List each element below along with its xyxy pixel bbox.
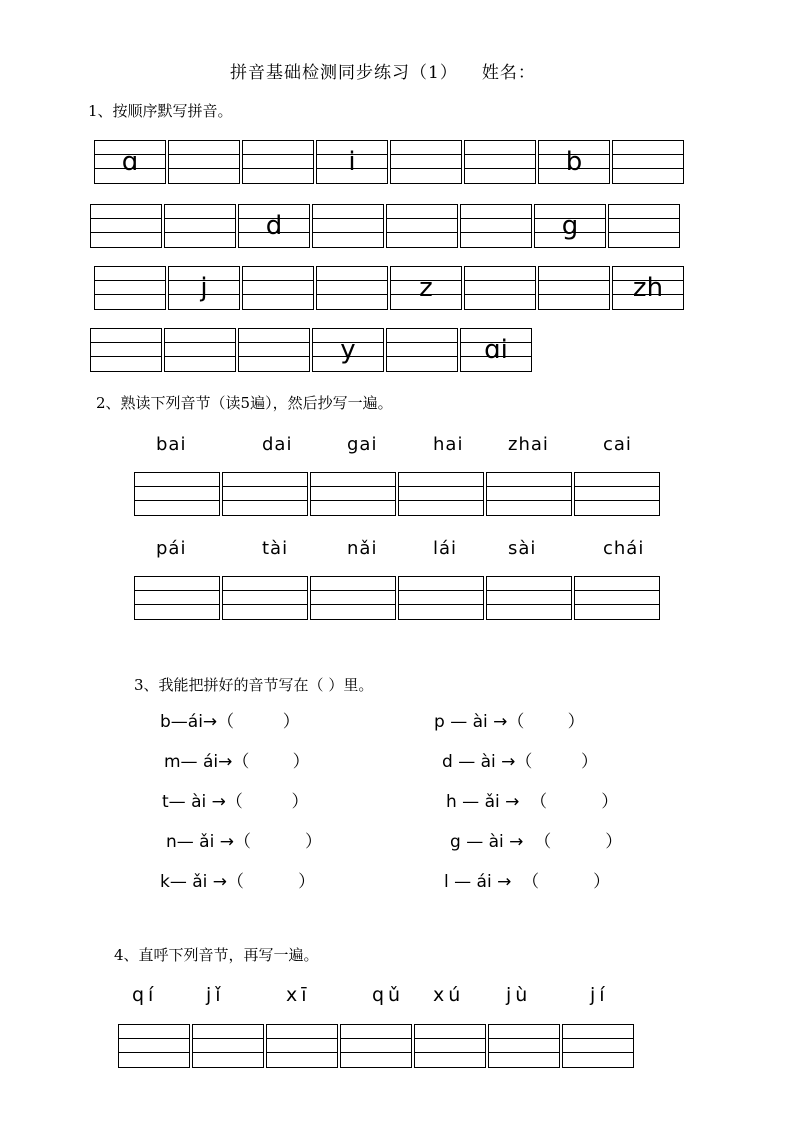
cell-letter: j [200,273,208,303]
writing-cell[interactable] [242,140,314,184]
writing-cell[interactable] [574,576,660,620]
writing-cell[interactable] [488,1024,560,1068]
syllable: qí [132,984,158,1006]
writing-cell[interactable] [94,266,166,310]
writing-cell[interactable] [90,204,162,248]
page-title [230,58,536,83]
syllable: cai [603,434,632,455]
syllable-equation: t— ài →（ ） [162,792,309,812]
writing-cell[interactable] [386,328,458,372]
syllable-equation: h — ǎi → （ ） [446,792,619,812]
syllable: lái [433,538,458,559]
syllable-equation: k— ǎi →（ ） [160,872,316,892]
syllable-equation: p — ài →（ ） [434,712,585,732]
writing-cell[interactable] [398,472,484,516]
writing-cell[interactable] [238,204,310,248]
writing-cell[interactable] [562,1024,634,1068]
cell-letter: d [265,211,283,241]
question-3-label: 3、我能把拼好的音节写在（ ）里。 [134,676,374,694]
syllable-equation: b—ái→（ ） [160,712,300,732]
syllable: hai [433,434,464,455]
cell-letter: ɑi [484,335,508,365]
writing-cell[interactable] [574,472,660,516]
cell-letter: i [348,147,356,177]
writing-cell[interactable] [134,472,220,516]
syllable-equation: l — ái → （ ） [444,872,611,892]
writing-cell[interactable] [386,204,458,248]
syllable: tài [262,538,289,559]
syllable: qǔ [372,984,405,1006]
syllable: bai [156,434,187,455]
cell-letter: ɑ [121,147,139,177]
syllable: sài [508,538,537,559]
syllable: jǐ [206,984,225,1006]
syllable-equation: d — ài →（ ） [442,752,599,772]
cell-letter: b [565,147,583,177]
writing-cell[interactable] [538,140,610,184]
writing-cell[interactable] [90,328,162,372]
syllable-equation: n— ǎi →（ ） [166,832,323,852]
writing-cell[interactable] [316,266,388,310]
writing-cell[interactable] [164,204,236,248]
syllable-equation: g — ài → （ ） [450,832,623,852]
writing-cell[interactable] [486,472,572,516]
syllable: chái [603,538,645,559]
syllable: gai [347,434,378,455]
writing-cell[interactable] [460,204,532,248]
cell-letter: g [561,211,579,241]
writing-cell[interactable] [310,576,396,620]
syllable: xú [433,984,465,1006]
writing-cell[interactable] [534,204,606,248]
writing-cell[interactable] [538,266,610,310]
syllable: jù [506,984,532,1006]
worksheet-title: 拼音基础检测同步练习（1） [230,63,458,83]
writing-cell[interactable] [238,328,310,372]
writing-cell[interactable] [164,328,236,372]
writing-cell[interactable] [168,266,240,310]
writing-cell[interactable] [118,1024,190,1068]
writing-cell[interactable] [312,328,384,372]
writing-cell[interactable] [460,328,532,372]
writing-cell[interactable] [612,266,684,310]
syllable: pái [156,538,187,559]
question-2-label: 2、熟读下列音节（读5遍），然后抄写一遍。 [96,394,393,412]
writing-cell[interactable] [316,140,388,184]
cell-letter: zh [632,273,664,303]
cell-letter: z [419,273,433,303]
writing-cell[interactable] [94,140,166,184]
writing-cell[interactable] [168,140,240,184]
writing-cell[interactable] [464,266,536,310]
name-label: 姓名： [481,63,536,83]
writing-cell[interactable] [414,1024,486,1068]
syllable-equation: m— ái→（ ） [164,752,310,772]
writing-cell[interactable] [340,1024,412,1068]
writing-cell[interactable] [222,472,308,516]
question-4-label: 4、直呼下列音节，再写一遍。 [114,946,319,964]
writing-cell[interactable] [312,204,384,248]
syllable: nǎi [347,538,378,559]
writing-cell[interactable] [242,266,314,310]
writing-cell[interactable] [390,140,462,184]
syllable: jí [590,984,609,1006]
writing-cell[interactable] [464,140,536,184]
writing-cell[interactable] [608,204,680,248]
writing-cell[interactable] [266,1024,338,1068]
syllable: dai [262,434,293,455]
cell-letter: y [340,335,356,365]
writing-cell[interactable] [222,576,308,620]
writing-cell[interactable] [192,1024,264,1068]
syllable: zhai [508,434,549,455]
writing-cell[interactable] [398,576,484,620]
writing-cell[interactable] [612,140,684,184]
writing-cell[interactable] [310,472,396,516]
writing-cell[interactable] [390,266,462,310]
writing-cell[interactable] [486,576,572,620]
syllable: xī [286,984,311,1006]
question-1-label: 1、按顺序默写拼音。 [88,102,233,120]
writing-cell[interactable] [134,576,220,620]
